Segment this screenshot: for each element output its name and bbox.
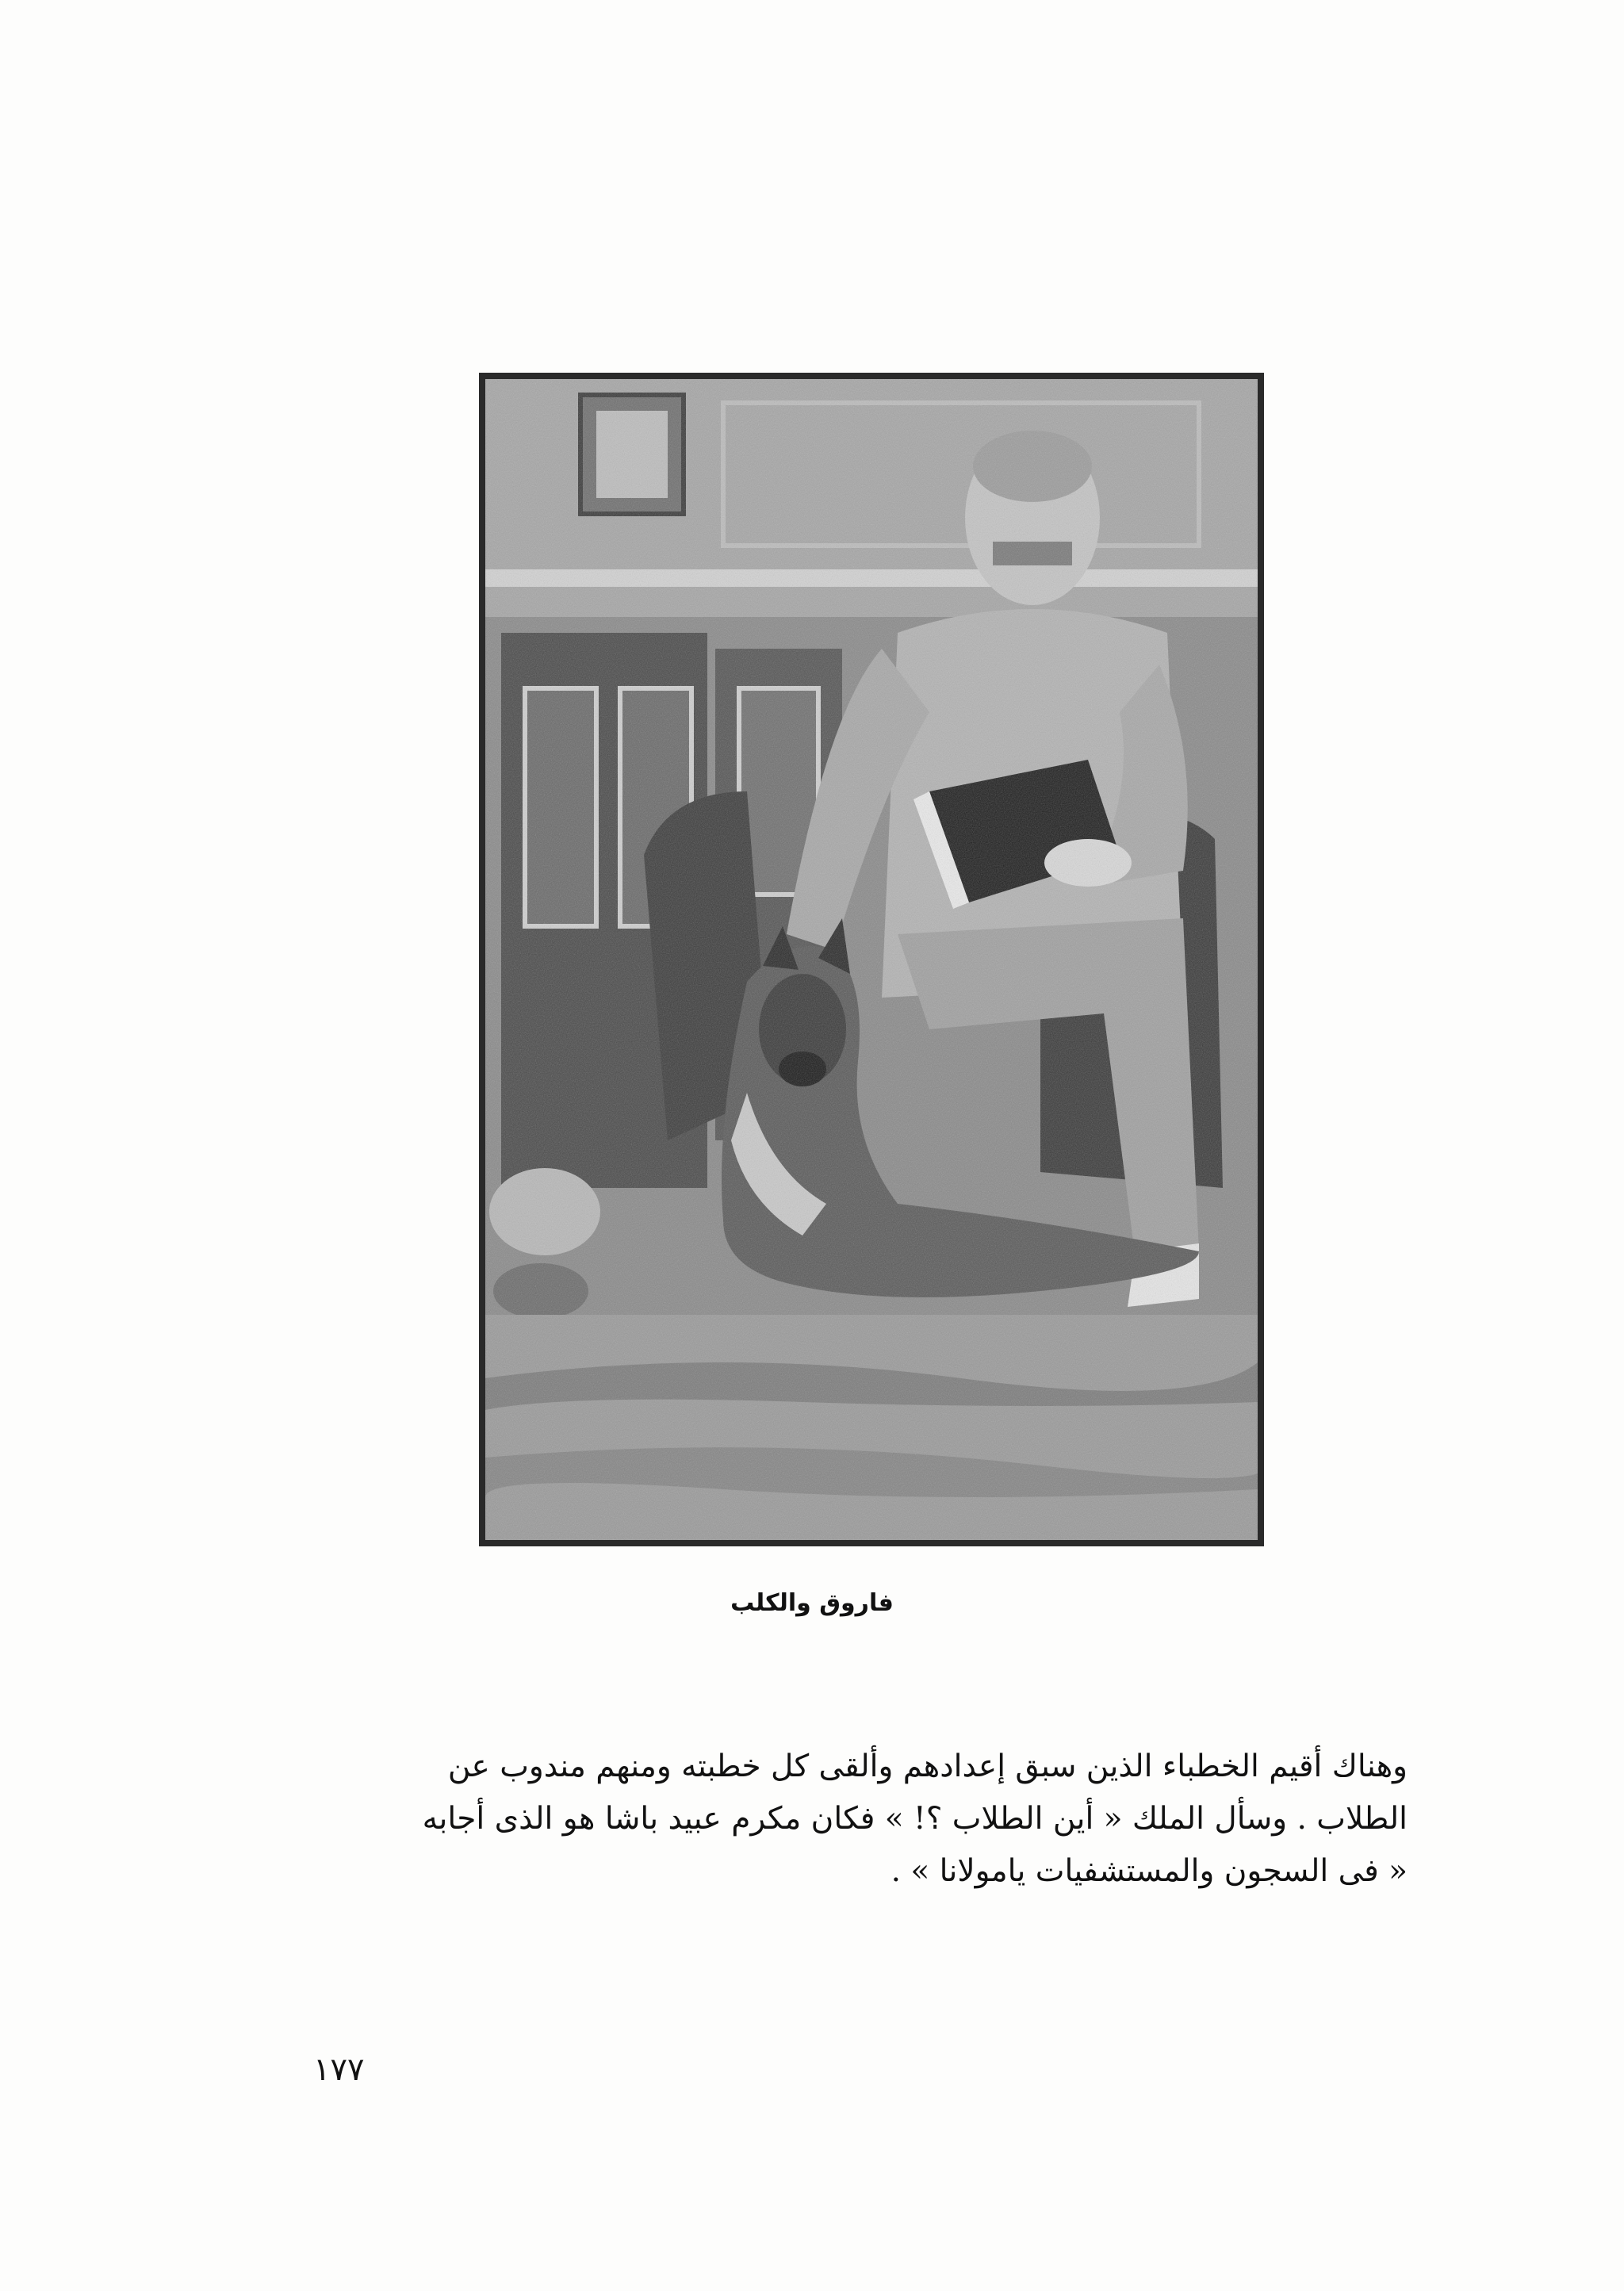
body-paragraph — [313, 1741, 1408, 1898]
paragraph-line: الطلاب . وسأل الملك « أين الطلاب ؟! » فكان مكرم عبيد باشا هو الذى أجابه — [422, 1801, 1408, 1837]
photo-caption: فاروق والكلب — [730, 1589, 894, 1617]
paragraph-line: وهناك أقيم الخطباء الذين سبق إعدادهم وألقى كل خطبته ومنهم مندوب عن — [447, 1749, 1408, 1784]
page-number: ١٧٧ — [313, 2052, 365, 2088]
photo-king-with-dog-icon — [485, 379, 1258, 1540]
photograph — [479, 373, 1264, 1546]
paragraph-line: « فى السجون والمستشفيات يامولانا » . — [891, 1853, 1408, 1889]
